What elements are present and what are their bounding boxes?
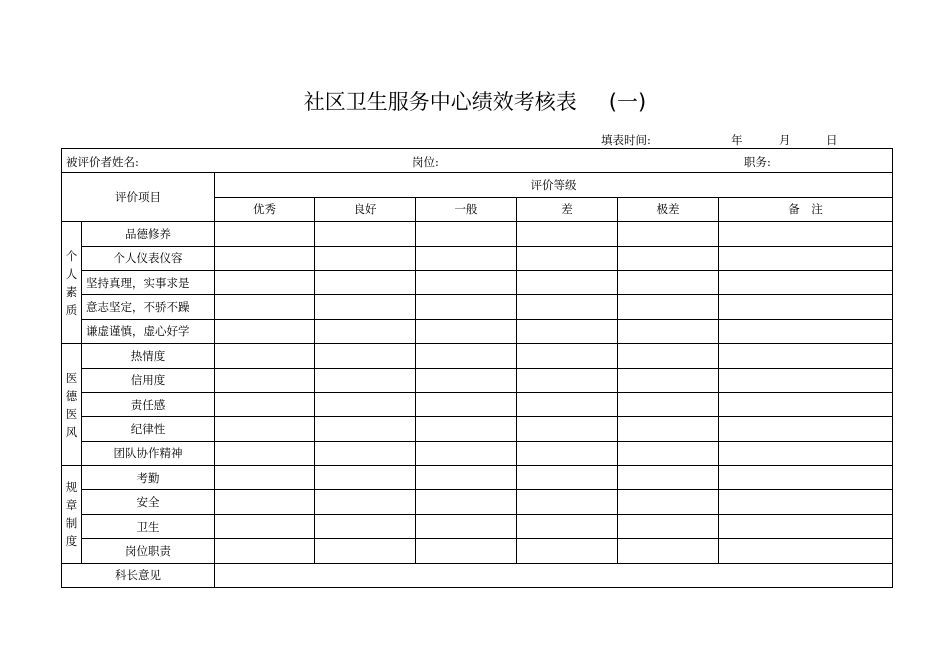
remarks-cell[interactable]	[719, 441, 893, 465]
grade-cell[interactable]	[416, 295, 517, 319]
grade-cell[interactable]	[517, 319, 618, 343]
duty-field[interactable]: 职务:	[744, 155, 771, 169]
grade-cell[interactable]	[618, 368, 719, 392]
grade-cell[interactable]	[315, 246, 416, 270]
grade-cell[interactable]	[315, 466, 416, 490]
title-suffix: (一)	[608, 90, 647, 114]
grade-cell[interactable]	[315, 417, 416, 441]
group-label-char: 风	[65, 424, 78, 439]
fill-date-year: 年	[731, 133, 743, 147]
grade-cell[interactable]	[315, 344, 416, 368]
grade-cell[interactable]	[416, 417, 517, 441]
grade-cell[interactable]	[416, 368, 517, 392]
remarks-cell[interactable]	[719, 246, 893, 270]
page-title	[0, 86, 950, 116]
remarks-cell[interactable]	[719, 222, 893, 246]
grade-cell[interactable]	[215, 514, 315, 538]
grade-cell[interactable]	[315, 539, 416, 563]
grade-cell[interactable]	[517, 368, 618, 392]
grade-header: 优秀	[215, 197, 315, 221]
chief-opinion-label: 科长意见	[62, 563, 215, 587]
remarks-cell[interactable]	[719, 295, 893, 319]
grade-cell[interactable]	[315, 392, 416, 416]
grade-cell[interactable]	[315, 514, 416, 538]
item-label: 责任感	[82, 392, 215, 416]
grade-cell[interactable]	[517, 441, 618, 465]
grade-cell[interactable]	[618, 417, 719, 441]
group-label-char: 质	[65, 302, 78, 317]
grade-cell[interactable]	[215, 417, 315, 441]
group-label-char: 度	[65, 534, 78, 549]
table-row	[62, 295, 893, 319]
grade-header: 差	[517, 197, 618, 221]
grade-cell[interactable]	[416, 246, 517, 270]
grade-cell[interactable]	[215, 222, 315, 246]
grade-cell[interactable]	[416, 270, 517, 294]
grade-cell[interactable]	[517, 539, 618, 563]
grade-cell[interactable]	[416, 466, 517, 490]
group-label-char: 制	[65, 516, 78, 531]
evaluation-table	[61, 148, 893, 588]
item-label: 岗位职责	[82, 539, 215, 563]
grade-cell[interactable]	[416, 539, 517, 563]
header-item: 评价项目	[62, 173, 215, 222]
item-label: 谦虚谨慎，虚心好学	[82, 319, 215, 343]
grade-cell[interactable]	[618, 246, 719, 270]
grade-cell[interactable]	[416, 441, 517, 465]
post-field[interactable]: 岗位:	[412, 155, 439, 169]
remarks-cell[interactable]	[719, 270, 893, 294]
grade-cell[interactable]	[416, 344, 517, 368]
grade-cell[interactable]	[618, 270, 719, 294]
title-text: 社区卫生服务中心绩效考核表	[303, 90, 577, 114]
table-row	[62, 392, 893, 416]
group-label-char: 个	[65, 248, 78, 263]
grade-cell[interactable]	[517, 514, 618, 538]
remarks-cell[interactable]	[719, 368, 893, 392]
info-row	[62, 149, 893, 173]
remarks-cell[interactable]	[719, 466, 893, 490]
grade-cell[interactable]	[215, 392, 315, 416]
item-label: 安全	[82, 490, 215, 514]
group-label-char: 素	[65, 284, 78, 299]
table-row	[62, 246, 893, 270]
grade-cell[interactable]	[215, 490, 315, 514]
group-label-char: 人	[65, 266, 78, 281]
fill-date-month: 月	[779, 133, 791, 147]
remarks-cell[interactable]	[719, 514, 893, 538]
group-label-char: 规	[65, 480, 78, 495]
grade-cell[interactable]	[315, 490, 416, 514]
table-row	[62, 344, 893, 368]
table-row	[62, 539, 893, 563]
grade-cell[interactable]	[215, 295, 315, 319]
grade-cell[interactable]	[618, 441, 719, 465]
table-row	[62, 222, 893, 246]
header-row-1	[62, 173, 893, 197]
table-row	[62, 514, 893, 538]
grade-cell[interactable]	[618, 222, 719, 246]
grade-cell[interactable]	[215, 246, 315, 270]
table-row	[62, 368, 893, 392]
grade-cell[interactable]	[315, 295, 416, 319]
group-label-char: 德	[65, 388, 78, 403]
table-row	[62, 270, 893, 294]
group-label-char: 医	[65, 370, 78, 385]
grade-cell[interactable]	[517, 295, 618, 319]
item-label: 品德修养	[82, 222, 215, 246]
table-row	[62, 417, 893, 441]
fill-date-day: 日	[826, 133, 838, 147]
grade-cell[interactable]	[517, 222, 618, 246]
grade-cell[interactable]	[618, 295, 719, 319]
grade-cell[interactable]	[416, 514, 517, 538]
item-label: 信用度	[82, 368, 215, 392]
item-label: 团队协作精神	[82, 441, 215, 465]
grade-cell[interactable]	[416, 392, 517, 416]
table-row	[62, 319, 893, 343]
grade-cell[interactable]	[618, 319, 719, 343]
grade-cell[interactable]	[416, 490, 517, 514]
grade-cell[interactable]	[215, 319, 315, 343]
grade-cell[interactable]	[215, 466, 315, 490]
table-row	[62, 466, 893, 490]
chief-opinion-row	[62, 563, 893, 587]
group-label	[62, 466, 82, 564]
header-grade: 评价等级	[215, 173, 893, 197]
grade-cell[interactable]	[618, 344, 719, 368]
remarks-cell[interactable]	[719, 539, 893, 563]
item-label: 考勤	[82, 466, 215, 490]
evaluatee-name-field[interactable]: 被评价者姓名:	[66, 155, 139, 169]
table-row	[62, 490, 893, 514]
remarks-cell[interactable]	[719, 319, 893, 343]
grade-header: 良好	[315, 197, 416, 221]
grade-header: 极差	[618, 197, 719, 221]
table-row	[62, 441, 893, 465]
grade-cell[interactable]	[416, 319, 517, 343]
grade-cell[interactable]	[618, 539, 719, 563]
group-label-char: 医	[65, 406, 78, 421]
grade-cell[interactable]	[618, 490, 719, 514]
fill-date-label: 填表时间:	[601, 133, 651, 147]
grade-cell[interactable]	[315, 270, 416, 294]
grade-cell[interactable]	[618, 514, 719, 538]
grade-cell[interactable]	[618, 392, 719, 416]
grade-header: 一般	[416, 197, 517, 221]
grade-cell[interactable]	[517, 392, 618, 416]
remarks-cell[interactable]	[719, 344, 893, 368]
grade-cell[interactable]	[517, 490, 618, 514]
group-label	[62, 344, 82, 466]
item-label: 意志坚定，不骄不躁	[82, 295, 215, 319]
grade-cell[interactable]	[315, 319, 416, 343]
remarks-cell[interactable]	[719, 417, 893, 441]
remarks-cell[interactable]	[719, 392, 893, 416]
grade-cell[interactable]	[517, 344, 618, 368]
chief-opinion-field[interactable]	[215, 563, 893, 587]
info-cell	[62, 149, 893, 173]
remarks-cell[interactable]	[719, 490, 893, 514]
group-label-char: 章	[65, 498, 78, 513]
grade-cell[interactable]	[215, 539, 315, 563]
item-label: 坚持真理，实事求是	[82, 270, 215, 294]
grade-cell[interactable]	[215, 368, 315, 392]
grade-cell[interactable]	[315, 368, 416, 392]
grade-cell[interactable]	[315, 222, 416, 246]
grade-cell[interactable]	[215, 441, 315, 465]
grade-cell[interactable]	[517, 246, 618, 270]
grade-cell[interactable]	[517, 417, 618, 441]
item-label: 个人仪表仪容	[82, 246, 215, 270]
item-label: 纪律性	[82, 417, 215, 441]
remarks-header: 备 注	[719, 197, 893, 221]
item-label: 卫生	[82, 514, 215, 538]
grade-cell[interactable]	[517, 270, 618, 294]
grade-cell[interactable]	[618, 466, 719, 490]
grade-cell[interactable]	[215, 344, 315, 368]
grade-cell[interactable]	[215, 270, 315, 294]
group-label	[62, 222, 82, 344]
item-label: 热情度	[82, 344, 215, 368]
fill-date-line	[0, 132, 950, 148]
grade-cell[interactable]	[416, 222, 517, 246]
grade-cell[interactable]	[315, 441, 416, 465]
grade-cell[interactable]	[517, 466, 618, 490]
